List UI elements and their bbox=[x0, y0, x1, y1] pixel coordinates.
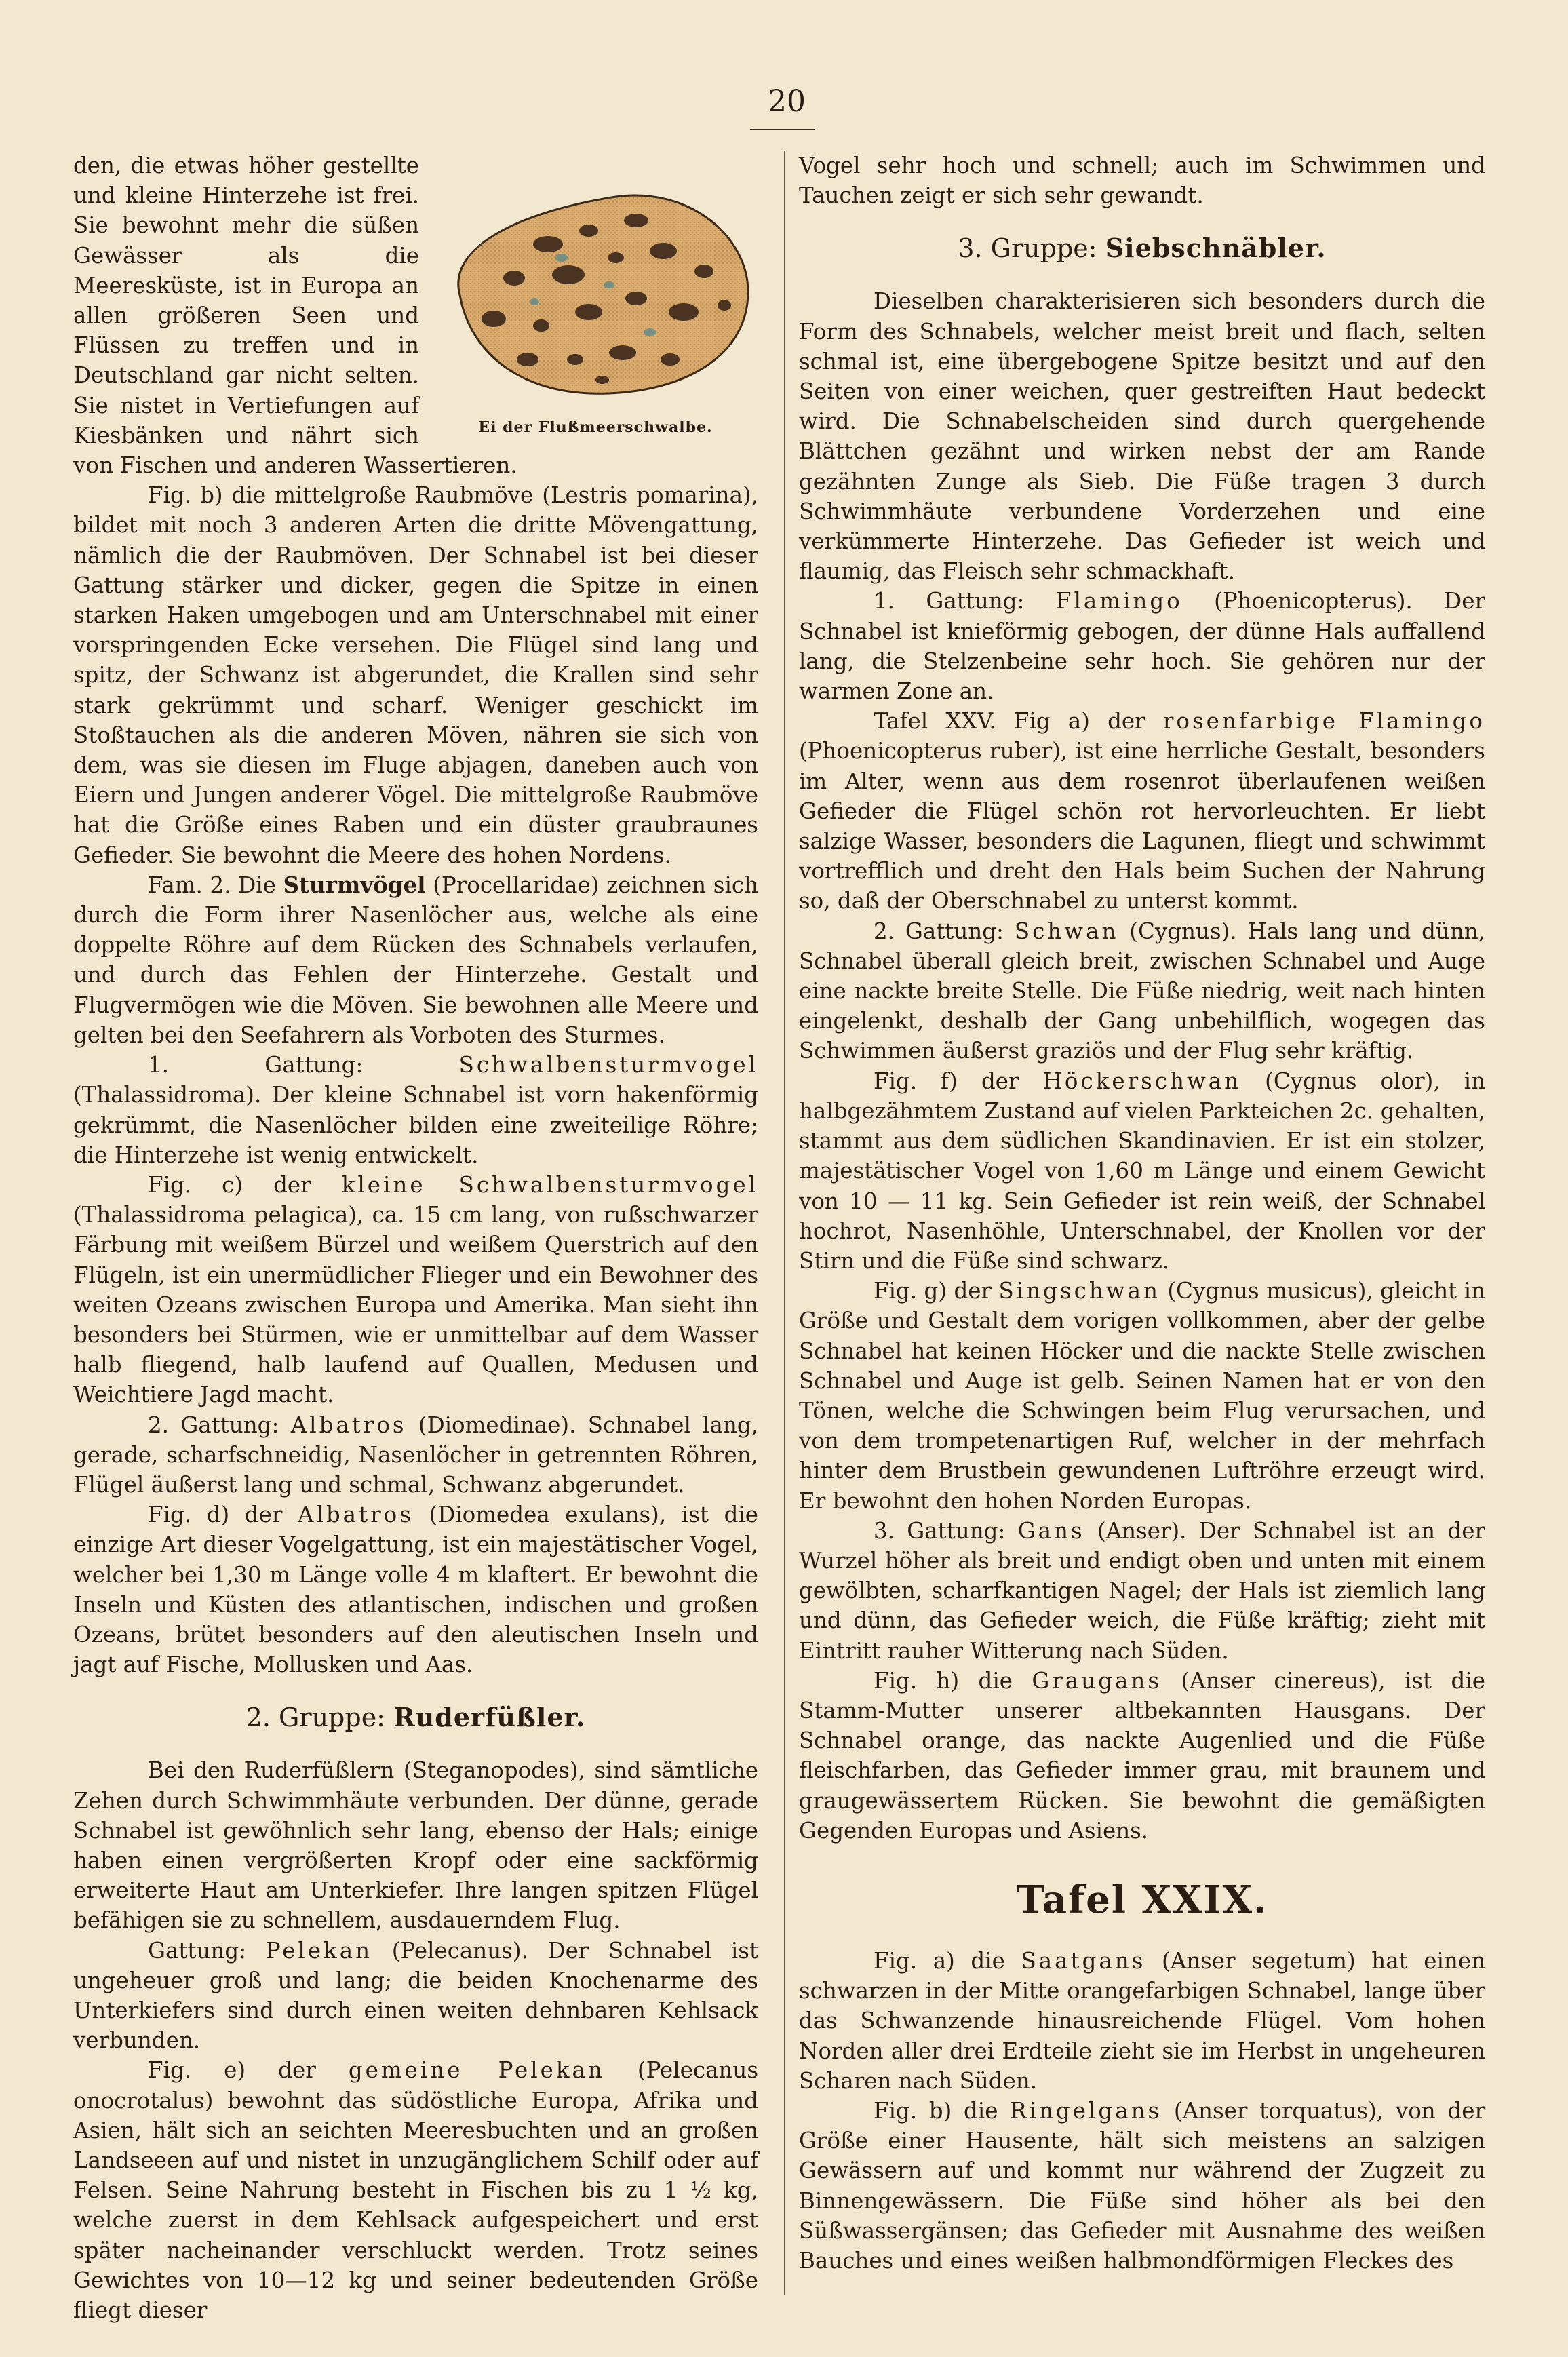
spaced-term: Höckerschwan bbox=[1042, 1068, 1242, 1094]
paragraph: Gattung: Pelekan (Pelecanus). Der Schnabel ist ungeheuer groß und lang; die beiden Knochenarme des Unterkiefers sind durch einen weiten dehnbaren Kehlsack verbunden. bbox=[73, 1937, 758, 2054]
page-number: 20 bbox=[768, 84, 806, 119]
paragraph: Fig. h) die Graugans (Anser cinereus), ist die Stamm-Mutter unserer altbekannten Hausgans. Der Schnabel orange, das nackte Augenlied und die Füße fleischfarben, das Gefieder immer grau, mit braunem und graugewässertem Rücken. Sie bewohnt die gemäßigten Gegenden Europas und Asiens. bbox=[799, 1667, 1485, 1844]
bold-term: Sturmvögel bbox=[283, 871, 426, 898]
paragraph: 1. Gattung: Schwalbensturmvogel (Thalassidroma). Der kleine Schnabel ist vorn hakenförmig gekrümmt, die Nasenlöcher bilden eine zweiteilige Röhre; die Hinterzehe ist wenig entwickelt. bbox=[73, 1052, 758, 1168]
egg-figure bbox=[433, 156, 758, 441]
paragraph: Dieselben charakterisieren sich besonders durch die Form des Schnabels, welcher meist breit und flach, selten schmal ist, eine übergebogene Spitze besitzt und auf den Seiten von einer weichen, quer gestreiften Haut bedeckt wird. Die Schnabelscheiden sind durch quergehende Blättchen gezähnt und wirken nebst der am Rande gezähnten Zunge als Sieb. Die Füße tragen 3 durch Schwimmhäute verbundene Vorderzehen und eine verkümmerte Hinterzehe. Das Gefieder ist weich und flaumig, das Fleisch sehr schmackhaft. bbox=[799, 288, 1485, 585]
spaced-term: gemeine Pelekan bbox=[348, 2057, 605, 2084]
paragraph: Fig. b) die Ringelgans (Anser torquatus), von der Größe einer Hausente, hält sich meistens an salzigen Gewässern auf und kommt nur während der Zugzeit zu Binnengewässern. Die Füße sind höher als bei den Süßwassergänsen; das Gefieder mit Ausnahme des weißen Bauches und eines weißen halbmondförmigen Fleckes des bbox=[799, 2097, 1485, 2274]
paragraph: Fig. f) der Höckerschwan (Cygnus olor), in halbgezähmtem Zustand auf vielen Parkteichen 2c. gehalten, stammt aus dem südlichen Skandinavien. Er ist ein stolzer, majestätischer Vogel von 1,60 m Länge und einem Gewicht von 10 — 11 kg. Sein Gefieder ist rein weiß, der Schnabel hochrot, Nasenhöhle, Unterschnabel, der Knollen vor der Stirn und die Füße sind schwarz. bbox=[799, 1068, 1485, 1274]
left-column bbox=[73, 151, 758, 2325]
paragraph: 2. Gattung: Schwan (Cygnus). Hals lang und dünn, Schnabel überall gleich breit, zwischen Schnabel und Auge eine nackte breite Stelle. Die Füße niedrig, weit nach hinten eingelenkt, deshalb der Gang unbehilflich, wogegen das Schwimmen äußerst graziös und der Flug sehr kräftig. bbox=[799, 918, 1486, 1064]
spaced-term: Pelekan bbox=[265, 1937, 373, 1964]
section-heading: 2. Gruppe: Ruderfüßler. bbox=[246, 1702, 586, 1733]
right-column bbox=[799, 151, 1485, 2276]
column-divider bbox=[784, 151, 785, 2295]
paragraph: 3. Gattung: Gans (Anser). Der Schnabel ist an der Wurzel höher als breit und endigt oben und unten mit einem gewölbten, scharfkantigen Nagel; der Hals ist ziemlich lang und dünn, das Gefieder weich, die Füße kräftig; zieht mit Eintritt rauher Witterung nach Süden. bbox=[799, 1517, 1485, 1664]
egg-illustration bbox=[433, 156, 758, 414]
spaced-term: rosenfarbige Flamingo bbox=[1162, 708, 1485, 735]
spaced-term: Singschwan bbox=[998, 1278, 1160, 1304]
paragraph: Fig. b) die mittelgroße Raubmöve (Lestris pomarina), bildet mit noch 3 anderen Arten die dritte Mövengattung, nämlich die der Raubmöven. Der Schnabel ist bei dieser Gattung stärker und dicker, gegen die Spitze in einen starken Haken umgebogen und am Unterschnabel mit einer vorspringenden Ecke versehen. Die Flügel sind lang und spitz, der Schwanz ist abgerundet, die Krallen sind sehr stark gekrümmt und scharf. Weniger geschickt im Stoßtauchen als die anderen Möven, nähren sie sich von dem, was sie diesen im Fluge abjagen, daneben auch von Eiern und Jungen anderer Vögel. Die mittelgroße Raubmöve hat die Größe eines Raben und ein düster graubraunes Gefieder. Sie bewohnt die Meere des hohen Nordens. bbox=[73, 482, 758, 868]
paragraph: Fig. a) die Saatgans (Anser segetum) hat einen schwarzen in der Mitte orangefarbigen Schnabel, lange über das Schwanzende hinausreichende Flügel. Vom hohen Norden aller drei Erdteile zieht sie im Herbst in ungeheuren Scharen nach Süden. bbox=[799, 1947, 1485, 2094]
paragraph: Fig. c) der kleine Schwalbensturmvogel (Thalassidroma pelagica), ca. 15 cm lang, von rußschwarzer Färbung mit weißem Bürzel und weißem Querstrich auf den Flügeln, ist ein unermüdlicher Flieger und ein Bewohner des weiten Ozeans zwischen Europa und Amerika. Man sieht ihn besonders bei Stürmen, wie er unmittelbar auf dem Wasser halb fliegend, halb laufend auf Quallen, Medusen und Weichtiere Jagd macht. bbox=[73, 1171, 758, 1408]
paragraph: Fig. e) der gemeine Pelekan (Pelecanus onocrotalus) bewohnt das südöstliche Europa, Afrika und Asien, hält sich an seichten Meeresbuchten und an großen Landseeen auf und nistet in unzugänglichem Schilf oder auf Felsen. Seine Nahrung besteht in Fischen bis zu 1 ½ kg, welche zuerst in dem Kehlsack aufgespeichert und erst später nacheinander verschluckt werden. Trotz seines Gewichtes von 10—12 kg und seiner bedeutenden Größe fliegt dieser bbox=[73, 2057, 758, 2324]
paragraph: Fig. g) der Singschwan (Cygnus musicus), gleicht in Größe und Gestalt dem vorigen vollkommen, aber der gelbe Schnabel hat keinen Höcker und die nackte Stelle zwischen Schnabel und Auge ist gelb. Seinen Namen hat er von den Tönen, welche die Schwingen beim Flug verursachen, und von dem trompetenartigen Ruf, welcher in der mehrfach hinter dem Brustbein gewundenen Luftröhre erzeugt wird. Er bewohnt den hohen Norden Europas. bbox=[799, 1278, 1485, 1514]
paragraph: 2. Gattung: Albatros (Diomedinae). Schnabel lang, gerade, scharfschneidig, Nasenlöcher in getrennten Röhren, Flügel äußerst lang und schmal, Schwanz abgerundet. bbox=[73, 1411, 758, 1498]
spaced-term: Gans bbox=[1017, 1517, 1085, 1544]
spaced-term: Ringelgans bbox=[1010, 2097, 1162, 2124]
paragraph: Tafel XXV. Fig a) der rosenfarbige Flamingo (Phoenicopterus ruber), ist eine herrliche Gestalt, besonders im Alter, wenn aus dem rosenrot überlaufenen weißen Gefieder die Flügel schön rot hervorleuchten. Er liebt salzige Wasser, besonders die Lagunen, fliegt und schwimmt vortrefflich und dreht den Hals beim Suchen der Nahrung so, daß der Oberschnabel zu unterst kommt. bbox=[799, 708, 1485, 914]
spaced-term: Saatgans bbox=[1021, 1947, 1146, 1974]
spaced-term: Schwan bbox=[1014, 918, 1119, 944]
spaced-term: Albatros bbox=[298, 1502, 414, 1528]
spaced-term: Graugans bbox=[1032, 1667, 1162, 1694]
figure-caption: Ei der Flußmeerschwalbe. bbox=[478, 418, 713, 436]
section-heading: 3. Gruppe: Siebschnäbler. bbox=[958, 233, 1327, 264]
paragraph: Fam. 2. Die Sturmvögel (Procellaridae) zeichnen sich durch die Form ihrer Nasenlöcher aus, welche als eine doppelte Röhre auf dem Rücken des Schnabels verlaufen, und durch das Fehlen der Hinterzehe. Gestalt und Flugvermögen wie die Möven. Sie bewohnen alle Meere und gelten bei den Seefahrern als Vorboten des Sturmes. bbox=[73, 871, 758, 1048]
paragraph: Bei den Ruderfüßlern (Steganopodes), sind sämtliche Zehen durch Schwimmhäute verbunden. Der dünne, gerade Schnabel ist gewöhnlich sehr lang, ebenso der Hals; einige haben einen vergrößerten Kropf oder eine sackförmig erweiterte Haut am Unterkiefer. Ihre langen spitzen Flügel befähigen sie zu schnellem, ausdauerndem Flug. bbox=[73, 1757, 758, 1934]
paragraph: Vogel sehr hoch und schnell; auch im Schwimmen und Tauchen zeigt er sich sehr gewandt. bbox=[799, 153, 1485, 209]
spaced-term: Schwalbensturmvogel bbox=[458, 1052, 758, 1078]
spaced-term: Albatros bbox=[290, 1411, 407, 1438]
spaced-term: Flamingo bbox=[1055, 588, 1183, 615]
paragraph: den, die etwas höher gestellte und kleine Hinterzehe ist frei. Sie bewohnt mehr die süßen Gewässer als die Meeresküste, ist in Europa an allen größeren Seen und Flüssen zu treffen und in Deutschland gar nicht selten. Sie nistet in Vertiefungen auf Kiesbänken und nährt sich von Fischen und anderen Wassertieren. bbox=[73, 153, 517, 479]
paragraph: Fig. d) der Albatros (Diomedea exulans), ist die einzige Art dieser Vogelgattung, ist ein majestätischer Vogel, welcher bei 1,30 m Länge volle 4 m klaftert. Er bewohnt die Inseln und Küsten des atlantischen, indischen und großen Ozeans, brütet besonders auf den aleutischen Inseln und jagt auf Fische, Mollusken und Aas. bbox=[73, 1502, 759, 1678]
page-number-rule bbox=[750, 129, 815, 130]
plate-heading: Tafel XXIX. bbox=[1016, 1877, 1268, 1922]
spaced-term: kleine Schwalbensturmvogel bbox=[341, 1171, 758, 1198]
paragraph: 1. Gattung: Flamingo (Phoenicopterus). Der Schnabel ist knieförmig gebogen, der dünne Hals auffallend lang, die Stelzenbeine sehr hoch. Sie gehören nur der warmen Zone an. bbox=[799, 588, 1485, 705]
